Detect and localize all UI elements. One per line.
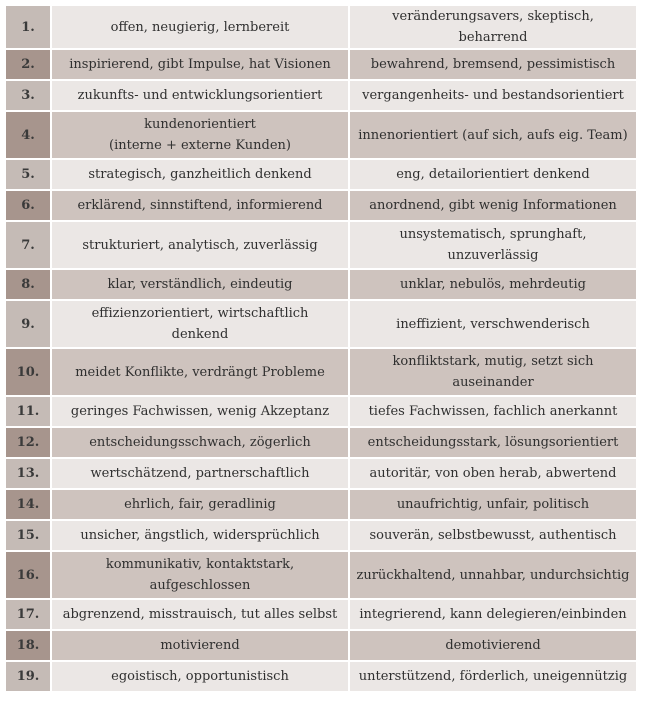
left-trait: ehrlich, fair, geradlinig [51, 489, 349, 520]
right-trait: entscheidungsstark, lösungsorientiert [349, 427, 637, 458]
right-trait: souverän, selbstbewusst, authentisch [349, 520, 637, 551]
left-trait: erklärend, sinnstiftend, informierend [51, 190, 349, 221]
table-row [5, 630, 637, 661]
left-trait: motivierend [51, 630, 349, 661]
table-row [5, 551, 637, 599]
table-row [5, 661, 637, 692]
left-trait: kommunikativ, kontaktstark, aufgeschlossen [51, 551, 349, 599]
left-trait: abgrenzend, misstrauisch, tut alles selbst [51, 599, 349, 630]
table-row [5, 49, 637, 80]
table-row [5, 348, 637, 396]
right-trait: veränderungsavers, skeptisch, beharrend [349, 5, 637, 49]
left-trait: zukunfts- und entwicklungsorientiert [51, 80, 349, 111]
left-trait: egoistisch, opportunistisch [51, 661, 349, 692]
comparison-table-container [4, 4, 638, 693]
row-number: 15. [5, 520, 51, 551]
left-trait: klar, verständlich, eindeutig [51, 269, 349, 300]
right-trait: ineffizient, verschwenderisch [349, 300, 637, 348]
table-row [5, 520, 637, 551]
row-number: 8. [5, 269, 51, 300]
comparison-table [4, 4, 638, 693]
table-row [5, 5, 637, 49]
right-trait: unklar, nebulös, mehrdeutig [349, 269, 637, 300]
right-trait: eng, detailorientiert denkend [349, 159, 637, 190]
right-trait: autoritär, von oben herab, abwertend [349, 458, 637, 489]
table-row [5, 489, 637, 520]
right-trait: tiefes Fachwissen, fachlich anerkannt [349, 396, 637, 427]
left-trait: kundenorientiert (interne + externe Kunden) [51, 111, 349, 159]
left-trait: wertschätzend, partnerschaftlich [51, 458, 349, 489]
row-number: 1. [5, 5, 51, 49]
row-number: 18. [5, 630, 51, 661]
row-number: 9. [5, 300, 51, 348]
table-row [5, 111, 637, 159]
table-row [5, 221, 637, 269]
row-number: 2. [5, 49, 51, 80]
comparison-table-body [5, 5, 637, 692]
table-row [5, 396, 637, 427]
right-trait: unaufrichtig, unfair, politisch [349, 489, 637, 520]
table-row [5, 190, 637, 221]
right-trait: anordnend, gibt wenig Informationen [349, 190, 637, 221]
row-number: 12. [5, 427, 51, 458]
left-trait: entscheidungsschwach, zögerlich [51, 427, 349, 458]
row-number: 6. [5, 190, 51, 221]
row-number: 13. [5, 458, 51, 489]
row-number: 16. [5, 551, 51, 599]
left-trait: geringes Fachwissen, wenig Akzeptanz [51, 396, 349, 427]
row-number: 14. [5, 489, 51, 520]
row-number: 19. [5, 661, 51, 692]
right-trait: bewahrend, bremsend, pessimistisch [349, 49, 637, 80]
table-row [5, 599, 637, 630]
table-row [5, 80, 637, 111]
left-trait: strukturiert, analytisch, zuverlässig [51, 221, 349, 269]
right-trait: zurückhaltend, unnahbar, undurchsichtig [349, 551, 637, 599]
table-row [5, 159, 637, 190]
left-trait: inspirierend, gibt Impulse, hat Visionen [51, 49, 349, 80]
row-number: 3. [5, 80, 51, 111]
row-number: 10. [5, 348, 51, 396]
table-row [5, 458, 637, 489]
left-trait: offen, neugierig, lernbereit [51, 5, 349, 49]
right-trait: unterstützend, förderlich, uneigennützig [349, 661, 637, 692]
row-number: 7. [5, 221, 51, 269]
row-number: 4. [5, 111, 51, 159]
right-trait: innenorientiert (auf sich, aufs eig. Team) [349, 111, 637, 159]
table-row [5, 427, 637, 458]
right-trait: konfliktstark, mutig, setzt sich auseinander [349, 348, 637, 396]
row-number: 17. [5, 599, 51, 630]
left-trait: meidet Konflikte, verdrängt Probleme [51, 348, 349, 396]
right-trait: integrierend, kann delegieren/einbinden [349, 599, 637, 630]
left-trait: strategisch, ganzheitlich denkend [51, 159, 349, 190]
right-trait: vergangenheits- und bestandsorientiert [349, 80, 637, 111]
row-number: 5. [5, 159, 51, 190]
table-row [5, 269, 637, 300]
right-trait: unsystematisch, sprunghaft, unzuverlässig [349, 221, 637, 269]
table-row [5, 300, 637, 348]
left-trait: unsicher, ängstlich, widersprüchlich [51, 520, 349, 551]
left-trait: effizienzorientiert, wirtschaftlich denkend [51, 300, 349, 348]
row-number: 11. [5, 396, 51, 427]
right-trait: demotivierend [349, 630, 637, 661]
